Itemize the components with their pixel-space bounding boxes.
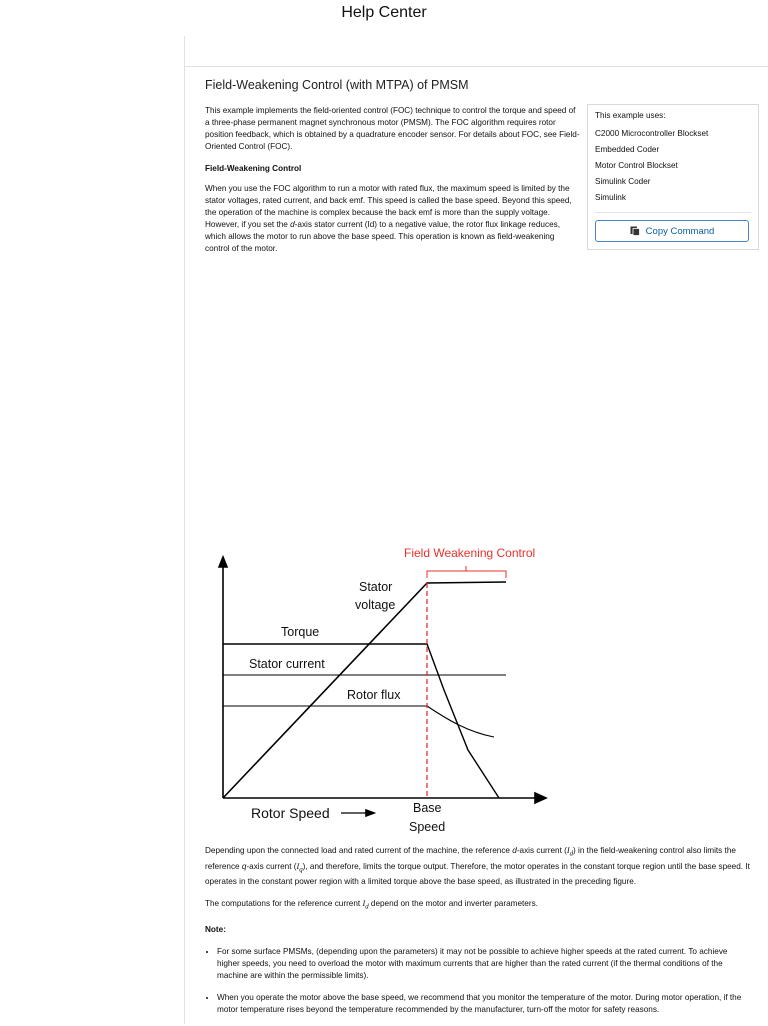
- rotor-flux-label: Rotor flux: [347, 688, 401, 702]
- left-divider: [184, 36, 185, 1024]
- product-item: Motor Control Blockset: [595, 161, 678, 170]
- example-uses-panel: [587, 104, 759, 250]
- section-subheading: Field-Weakening Control: [205, 164, 302, 173]
- intro-paragraph: This example implements the field-oriented control (FOC) technique to control the torque and speed of a three-phase permanent magnet synchronous motor (PMSM). The FOC algorithm requires rotor position feedback, which is obtained by a quadrature encoder sensor. For details about FOC, see Field-Oriented Control (FOC).: [205, 106, 580, 151]
- x-axis-label: Rotor Speed: [251, 805, 330, 821]
- intro-section: [205, 105, 580, 265]
- computation-paragraph: The computations for the reference current $I_d$ depend on the motor and inverter parameters.: [205, 899, 538, 911]
- note-list: [205, 946, 750, 1016]
- content-header: [205, 78, 753, 92]
- y-axis-arrow: [219, 557, 227, 567]
- stator-voltage-label: voltage: [355, 598, 396, 612]
- stator-current-label: Stator current: [249, 657, 325, 671]
- explanation-section: [205, 845, 750, 1026]
- base-speed-label: Base: [413, 801, 442, 815]
- base-speed-label: Speed: [409, 820, 446, 834]
- note-label: Note:: [205, 924, 226, 934]
- example-uses-label: This example uses:: [595, 111, 666, 120]
- header-divider: [184, 66, 768, 67]
- page-title: Field-Weakening Control (with MTPA) of PMSM: [205, 78, 469, 92]
- rotor-flux-line: [223, 706, 494, 737]
- explanation-paragraph: Depending upon the connected load and rated current of the machine, the reference d-axis current $(I_d)$ in the field-weakening control also limits the reference q-axis current $(I_q)$, and therefore, limits the torque output. Therefore, the motor operates in the constant torque region until the base speed. It operates in the constant power region with a limited torque above the base speed, as illustrated in the preceding figure.: [205, 846, 750, 887]
- product-item: Simulink Coder: [595, 177, 651, 186]
- help-center-title[interactable]: Help Center: [341, 4, 427, 21]
- product-item: C2000 Microcontroller Blockset: [595, 129, 709, 138]
- torque-label: Torque: [281, 625, 320, 639]
- region-label: Field Weakening Control: [404, 546, 536, 560]
- field-weakening-figure: [198, 540, 558, 840]
- field-weakening-bracket: [427, 566, 506, 578]
- copy-command-button[interactable]: [595, 220, 749, 242]
- copy-icon: [630, 226, 640, 236]
- list-item: • When you operate the motor above the base speed, we recommend that you monitor the temperature of the motor. During motor operation, if the motor temperature rises beyond the temperature recommended by the manufacturer, turn-off the motor for safety reasons.: [217, 992, 750, 1016]
- stator-voltage-label: Stator: [359, 580, 393, 594]
- panel-divider: [595, 212, 751, 213]
- copy-command-label: Copy Command: [645, 225, 715, 237]
- top-bar: [0, 0, 768, 30]
- fw-paragraph: When you use the FOC algorithm to run a motor with rated flux, the maximum speed is limited by the stator voltages, rated current, and back emf. This speed is called the base speed. Beyond this speed, the operation of the machine is complex because the back emf is more than the supply voltage. However, if you set the d-axis stator current (Id) to a negative value, the rotor flux linkage reduces, which allows the motor to run above the base speed. This operation is known as field-weakening control of the motor.: [205, 184, 572, 253]
- product-item: Embedded Coder: [595, 145, 660, 154]
- x-axis-arrow: [535, 793, 546, 803]
- product-item: Simulink: [595, 193, 626, 202]
- list-item: • For some surface PMSMs, (depending upon the parameters) it may not be possible to achieve higher speeds at the rated current. To achieve higher speeds, you need to overload the motor with maximum currents that are higher than the rated current (if the thermal conditions of the machine are within the permissible limits).: [217, 946, 750, 982]
- x-label-arrowhead: [366, 810, 374, 816]
